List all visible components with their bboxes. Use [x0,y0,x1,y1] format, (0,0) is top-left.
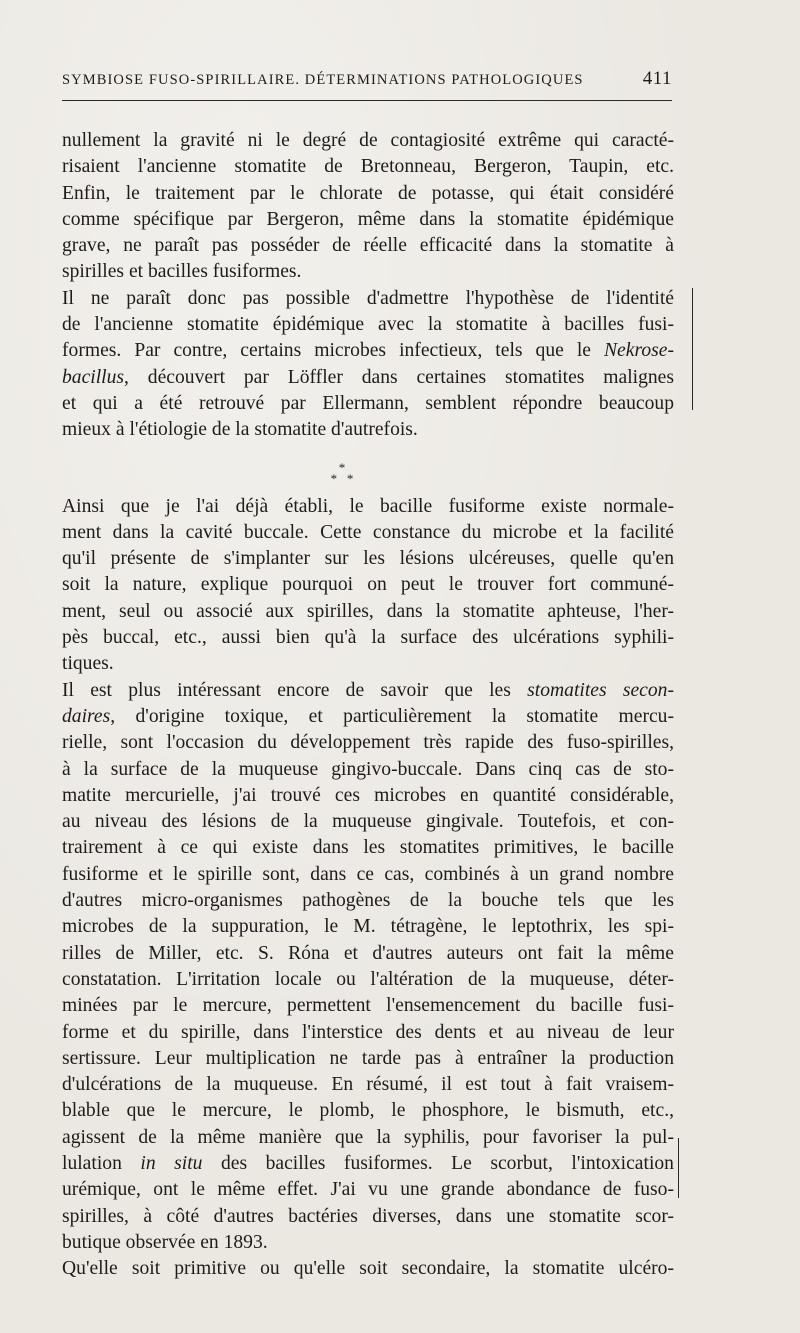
text-line: butique observée en 1893. [62,1231,268,1253]
line-text: des bacilles fusiformes. Le scorbut, l'intoxication [202,1152,674,1174]
text-line: mieux à l'étiologie de la stomatite d'autrefois. [62,419,418,441]
running-head: SYMBIOSE FUSO-SPIRILLAIRE. DÉTERMINATIONS PATHOLOGIQUES [62,72,584,88]
page-number: 411 [642,68,672,89]
text-line: comme spécifique par Bergeron, même dans la stomatite épidémique [62,208,674,230]
line-text: formes. Par contre, certains microbes infectieux, tels que le [62,340,604,362]
text-line: à la surface de la muqueuse gingivo-buccale. Dans cinq cas de sto- [62,758,674,780]
line-text: , découvert par Löffler dans certaines stomatites malignes [124,366,674,388]
text-line: blable que le mercure, le plomb, le phosphore, le bismuth, etc., [62,1100,674,1122]
text-line: Enfin, le traitement par le chlorate de potasse, qui était considéré [62,182,674,204]
text-line: de l'ancienne stomatite épidémique avec la stomatite à bacilles fusi- [62,314,674,336]
text-line: Il ne paraît donc pas possible d'admettre l'hypothèse de l'identité [62,287,674,309]
italic-term: bacillus [62,366,125,388]
italic-term: stomatites secon- [527,679,674,701]
body-text [62,128,674,1282]
text-line: microbes de la suppuration, le M. tétragène, le leptothrix, les spi- [62,916,674,938]
text-line: spirilles, à côté d'autres bactéries diverses, dans une stomatite scor- [62,1205,674,1227]
italic-term: in situ [140,1152,203,1174]
text-line-with-italic [62,338,674,364]
text-line: matite mercurielle, j'ai trouvé ces microbes en quantité considérable, [62,784,674,806]
text-line: risaient l'ancienne stomatite de Bretonneau, Bergeron, Taupin, etc. [62,156,674,178]
text-line: soit la nature, explique pourquoi on peut le trouver fort communé- [62,574,674,596]
asterism-bottom: * * [330,470,354,486]
text-line-with-italic [62,365,674,391]
text-line-with-italic [62,704,674,730]
text-line: tiques. [62,653,114,675]
header-rule [62,100,672,101]
text-line-with-italic [62,678,674,704]
text-line: Ainsi que je l'ai déjà établi, le bacille fusiforme existe normale- [62,495,674,517]
text-line: grave, ne paraît pas posséder de réelle efficacité dans la stomatite à [62,235,674,257]
text-line: au niveau des lésions de la muqueuse gingivale. Toutefois, et con- [62,811,674,833]
text-line: d'ulcérations de la muqueuse. En résumé, il est tout à fait vraisem- [62,1074,674,1096]
text-line: fusiforme et le spirille sont, dans ce cas, combinés à un grand nombre [62,863,674,885]
margin-mark-right [692,288,693,410]
text-line: d'autres micro-organismes pathogènes de la bouche tels que les [62,890,674,912]
text-line: ment, seul ou associé aux spirilles, dans la stomatite aphteuse, l'her- [62,600,674,622]
text-line: ment dans la cavité buccale. Cette constance du microbe et la facilité [62,521,674,543]
text-line: spirilles et bacilles fusiformes. [62,261,302,283]
text-line: minées par le mercure, permettent l'ensemencement du bacille fusi- [62,995,674,1017]
text-line: agissent de la même manière que la syphilis, pour favoriser la pul- [62,1126,674,1148]
text-line: nullement la gravité ni le degré de contagiosité extrême qui caracté- [62,130,674,151]
section-break-asterisks [62,444,622,494]
text-line: et qui a été retrouvé par Ellermann, semblent répondre beaucoup [62,392,674,414]
line-text: lulation [62,1152,141,1174]
paragraph-3 [62,494,674,678]
text-line: forme et du spirille, dans l'interstice des dents et au niveau de leur [62,1021,674,1043]
paragraph-2 [62,286,674,444]
asterism-top: * [338,459,346,475]
text-line: trairement à ce qui existe dans les stomatites primitives, le bacille [62,837,674,859]
text-line: sertissure. Leur multiplication ne tarde pas à entraîner la production [62,1047,674,1069]
text-line-with-italic [62,1151,674,1177]
paragraph-5 [62,1256,674,1282]
text-line: pès buccal, etc., aussi bien qu'à la surface des ulcérations syphili- [62,627,674,649]
paragraph-4 [62,678,674,1257]
text-line: rilles de Miller, etc. S. Róna et d'autres auteurs ont fait la même [62,942,674,964]
italic-term: daires [62,705,111,727]
text-line: rielle, sont l'occasion du développement très rapide des fuso-spirilles, [62,732,674,754]
page-header [62,66,672,96]
paragraph-1 [62,128,674,286]
line-text: , d'origine toxique, et particulièrement la stomatite mercu- [110,705,674,727]
line-text: Il est plus intéressant encore de savoir que les [62,679,528,701]
text-line: Qu'elle soit primitive ou qu'elle soit secondaire, la stomatite ulcéro- [62,1258,674,1280]
italic-term: Nekrose- [603,340,674,362]
text-line: qu'il présente de s'implanter sur les lésions ulcéreuses, quelle qu'en [62,548,674,570]
margin-mark-right [678,1138,679,1198]
text-line: urémique, ont le même effet. J'ai vu une grande abondance de fuso- [62,1179,674,1201]
text-line: constatation. L'irritation locale ou l'altération de la muqueuse, déter- [62,968,674,990]
